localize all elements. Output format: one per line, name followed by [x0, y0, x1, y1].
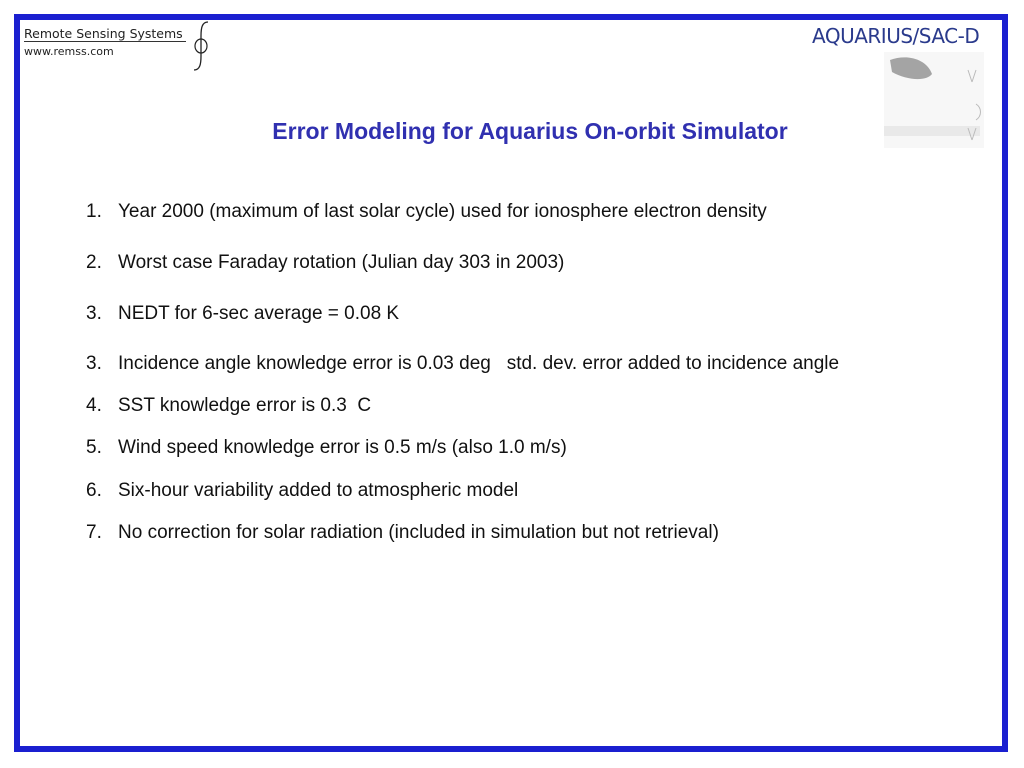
list-item: 6. Six-hour variability added to atmospheric model [86, 480, 519, 501]
list-item: 1. Year 2000 (maximum of last solar cycle) used for ionosphere electron density [86, 201, 767, 222]
list-item: 2. Worst case Faraday rotation (Julian day 303 in 2003) [86, 252, 565, 273]
integral-icon [188, 20, 218, 72]
list-item: 4. SST knowledge error is 0.3 C [86, 395, 372, 416]
remss-logo [24, 20, 224, 72]
list-item: 3. Incidence angle knowledge error is 0.03 deg std. dev. error added to incidence angle [86, 353, 840, 374]
list-item: 3. NEDT for 6-sec average = 0.08 K [86, 303, 400, 324]
slide-title: Error Modeling for Aquarius On-orbit Simulator [272, 118, 788, 144]
org-url: www.remss.com [24, 45, 114, 58]
aquarius-logo: AQUARIUS/SAC-D [812, 24, 980, 48]
list-item: 5. Wind speed knowledge error is 0.5 m/s (also 1.0 m/s) [86, 437, 567, 458]
list-item: 7. No correction for solar radiation (included in simulation but not retrieval) [86, 522, 719, 543]
logo-rule [24, 41, 186, 42]
org-name: Remote Sensing Systems [24, 26, 183, 41]
